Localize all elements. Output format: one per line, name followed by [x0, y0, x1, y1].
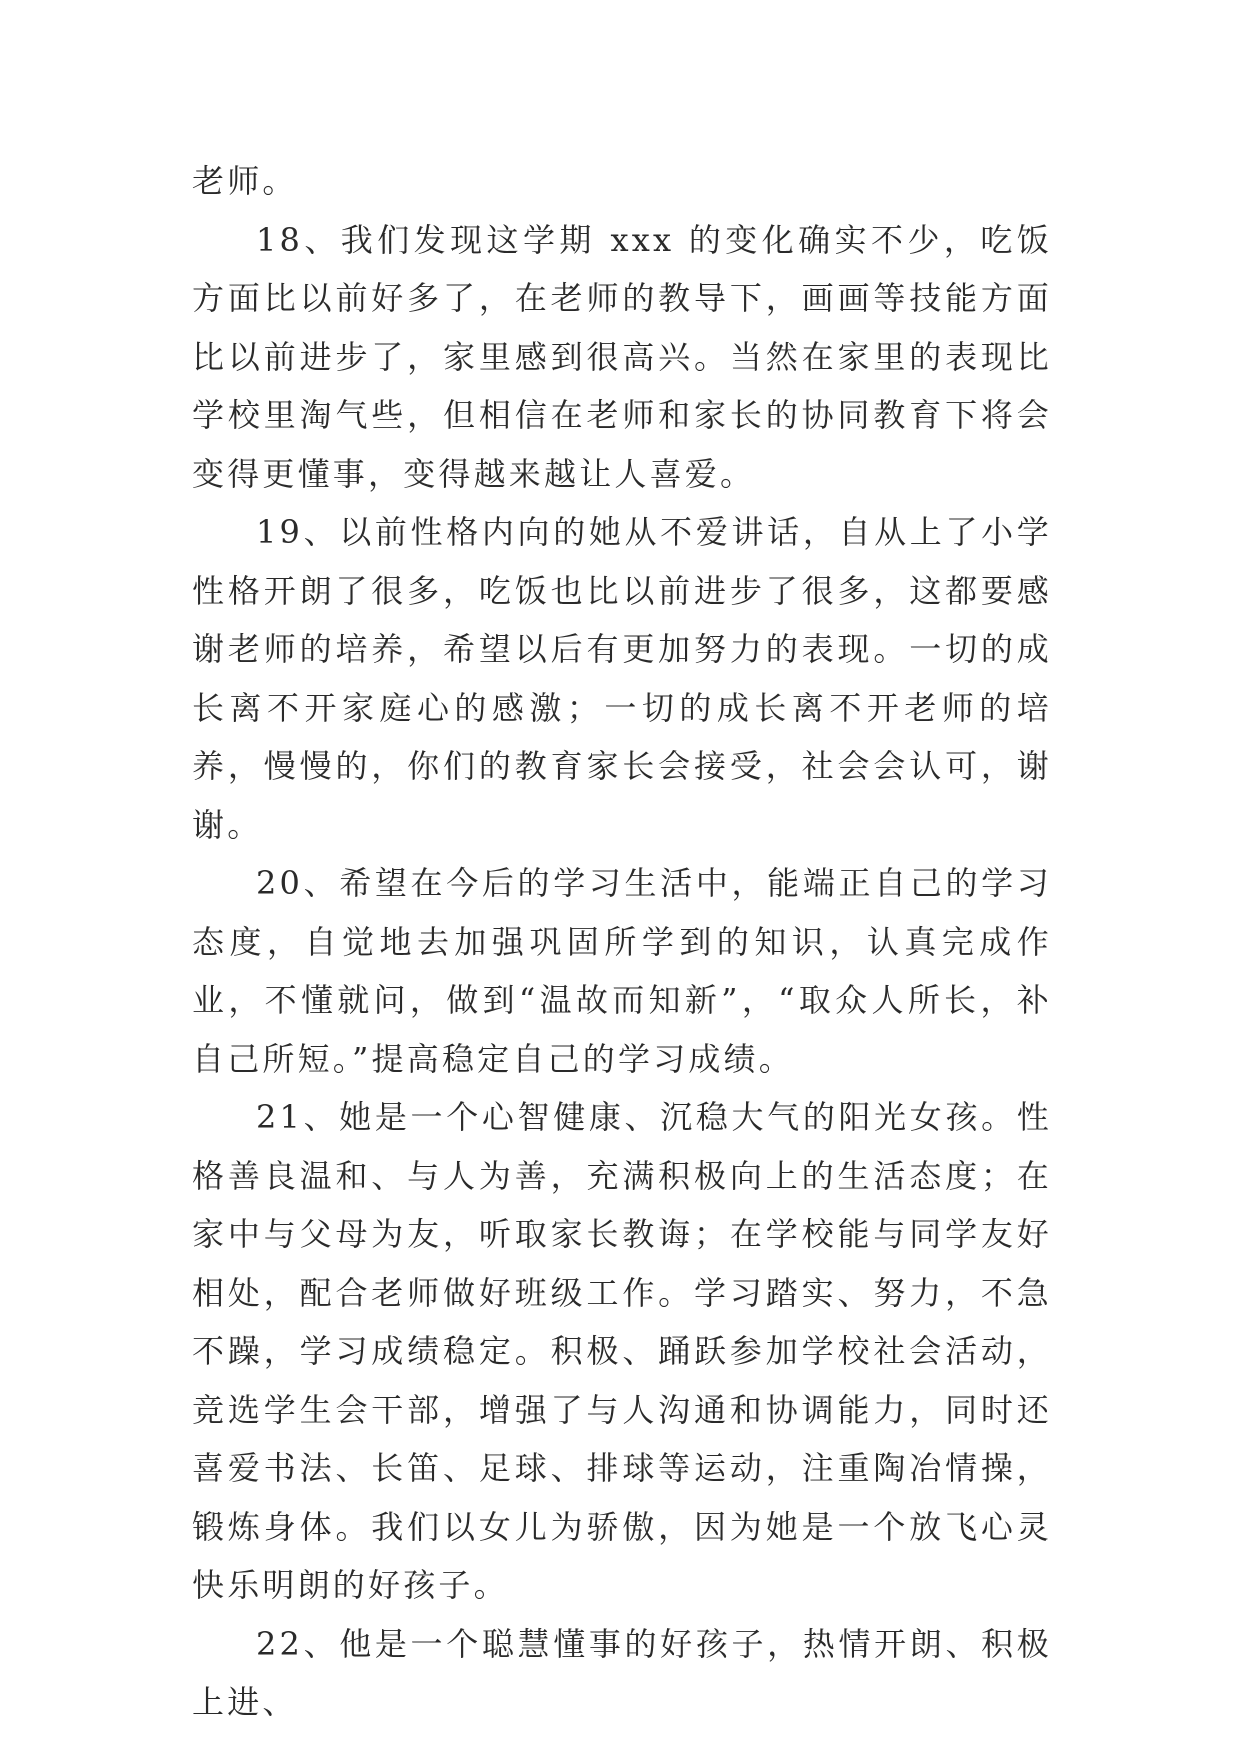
- paragraph-continued: 老师。: [192, 162, 298, 200]
- paragraph-22: 22、他是一个聪慧懂事的好孩子，热情开朗、积极上进、: [192, 1624, 1052, 1721]
- paragraph-20: 20、希望在今后的学习生活中，能端正自己的学习态度，自觉地去加强巩固所学到的知识，认真完成作业，不懂就问，做到“温故而知新”，“取众人所长，补自己所短。”提高稳定自己的学习成绩。: [192, 864, 1052, 1078]
- document-body: [192, 152, 1052, 1732]
- paragraph-18: 18、我们发现这学期 xxx 的变化确实不少，吃饭方面比以前好多了，在老师的教导下，画画等技能方面比以前进步了，家里感到很高兴。当然在家里的表现比学校里淘气些，但相信在老师和家长的协同教育下将会变得更懂事，变得越来越让人喜爱。: [192, 220, 1052, 493]
- paragraph-19: 19、以前性格内向的她从不爱讲话，自从上了小学性格开朗了很多，吃饭也比以前进步了很多，这都要感谢老师的培养，希望以后有更加努力的表现。一切的成长离不开家庭心的感激；一切的成长离不开老师的培养，慢慢的，你们的教育家长会接受，社会会认可，谢谢。: [192, 513, 1052, 844]
- paragraph-21: 21、她是一个心智健康、沉稳大气的阳光女孩。性格善良温和、与人为善，充满积极向上的生活态度；在家中与父母为友，听取家长教诲；在学校能与同学友好相处，配合老师做好班级工作。学习踏实、努力，不急不躁，学习成绩稳定。积极、踊跃参加学校社会活动，竞选学生会干部，增强了与人沟通和协调能力，同时还喜爱书法、长笛、足球、排球等运动，注重陶冶情操，锻炼身体。我们以女儿为骄傲，因为她是一个放飞心灵快乐明朗的好孩子。: [192, 1098, 1052, 1604]
